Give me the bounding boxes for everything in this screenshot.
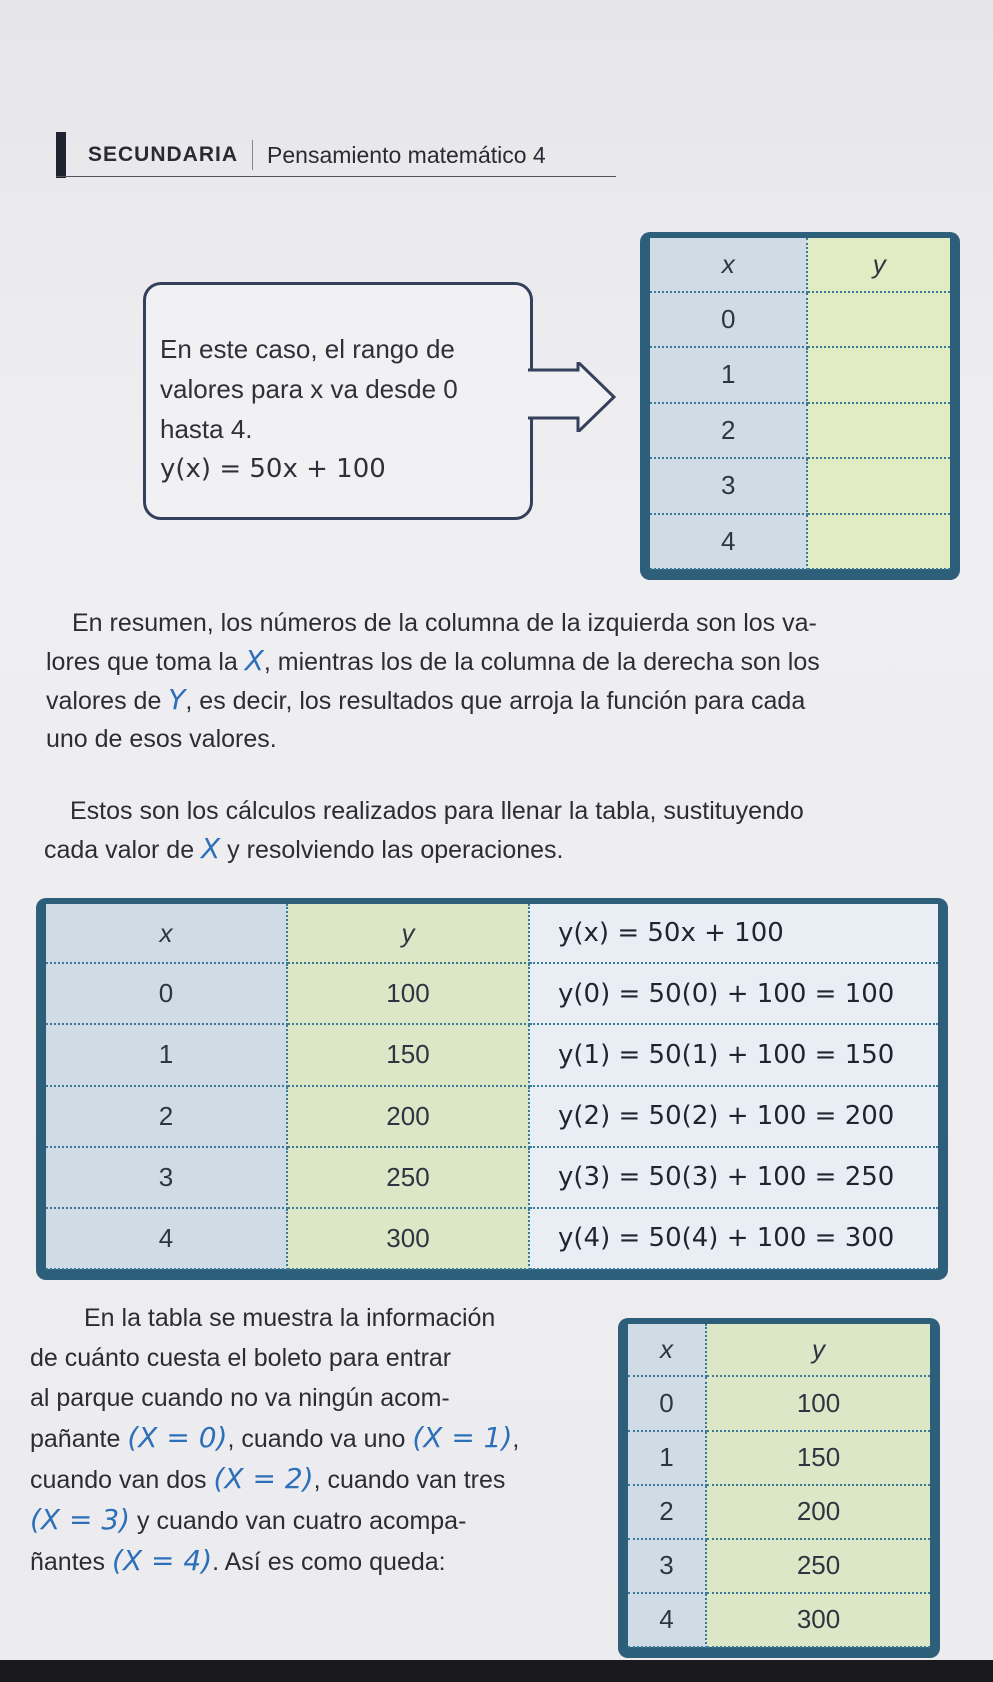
table-row [650,347,950,402]
table-row [650,292,950,347]
table-row [650,403,950,458]
text-run: lores que toma la [46,648,245,676]
table1-y-cell [807,458,950,513]
table2-calc-cell: y(3) = 50(3) + 100 = 250 [529,1147,938,1208]
paragraph-line: En la tabla se muestra la información [84,1304,496,1332]
text-run: . Así es como queda: [212,1548,446,1576]
table-row [46,1024,938,1085]
table2-x-cell: 0 [46,963,287,1024]
variable-x: X [201,832,221,865]
table3-y-cell: 300 [706,1593,930,1647]
variable-x-eq: (X = 4) [112,1544,213,1577]
table2-header-formula: y(x) = 50x + 100 [529,904,938,963]
table2-x-cell: 4 [46,1208,287,1269]
table1-x-cell: 3 [650,458,807,513]
callout-line-1: En este caso, el rango de [160,334,455,364]
header-section: SECUNDARIA [88,143,239,166]
paragraph-line: de cuánto cuesta el boleto para entrar [30,1344,452,1372]
paragraph-line [46,681,966,720]
paragraph-ticket-info [30,1298,610,1582]
table2-x-cell: 2 [46,1086,287,1147]
callout-formula: y(x) = 50x + 100 [160,454,386,484]
page-bottom-edge [0,1660,993,1682]
table3-x-cell: 4 [628,1593,706,1647]
table3-header-y: y [706,1324,930,1376]
paragraph-line [46,642,966,681]
table2-y-cell: 200 [287,1086,529,1147]
table2-x-cell: 1 [46,1024,287,1085]
variable-y: Y [168,683,186,716]
table3-y-cell: 100 [706,1376,930,1430]
table3-y-cell: 250 [706,1539,930,1593]
table3-header-x: x [628,1324,706,1376]
text-run: , cuando van tres [313,1466,506,1494]
table1-x-cell: 0 [650,292,807,347]
table2-header-y: y [287,904,529,963]
paragraph-line [30,1500,610,1541]
table1-y-cell [807,403,950,458]
table3-y-cell: 150 [706,1431,930,1485]
text-run: , mientras los de la columna de la derecha son los [263,648,820,676]
text-run: , es decir, los resultados que arroja la función para cada [185,687,806,715]
table-row [628,1593,930,1647]
table1-x-cell: 1 [650,347,807,402]
table-row [628,1376,930,1430]
table2-header-x: x [46,904,287,963]
text-run: cuando van dos [30,1466,214,1494]
text-run: y resolviendo las operaciones. [220,836,564,864]
table1-y-cell [807,347,950,402]
table-row [46,963,938,1024]
paragraph-line: uno de esos valores. [46,725,277,753]
table1-x-cell: 4 [650,514,807,569]
table2-calc-cell: y(4) = 50(4) + 100 = 300 [529,1208,938,1269]
text-run: ñantes [30,1548,113,1576]
text-run: cada valor de [44,836,202,864]
text-run: y cuando van cuatro acompa- [130,1507,467,1535]
table1-header-y: y [807,238,950,292]
paragraph-line [30,1459,610,1500]
text-run: , cuando va uno [227,1425,413,1453]
table2-y-cell: 300 [287,1208,529,1269]
table-row [628,1431,930,1485]
paragraph-line [44,830,964,869]
variable-x-eq: (X = 1) [412,1421,513,1454]
paragraph-line: Estos son los cálculos realizados para llenar la tabla, sustituyendo [70,797,804,825]
table-row [46,1208,938,1269]
variable-x-eq: (X = 3) [30,1503,131,1536]
table3-y-cell: 200 [706,1485,930,1539]
header-divider [252,140,253,170]
table-calculations [36,898,948,1280]
table3-x-cell: 1 [628,1431,706,1485]
paragraph-line: al parque cuando no va ningún acom- [30,1384,450,1412]
paragraph-line: En resumen, los números de la columna de la izquierda son los va- [72,609,817,637]
table-ticket-prices [618,1318,940,1658]
table2-calc-cell: y(2) = 50(2) + 100 = 200 [529,1086,938,1147]
header-accent-bar [56,132,66,178]
table-row [46,1086,938,1147]
table-row [628,1485,930,1539]
table2-calc-cell: y(1) = 50(1) + 100 = 150 [529,1024,938,1085]
callout-arrow-icon [528,362,618,432]
variable-x-eq: (X = 0) [127,1421,228,1454]
table3-x-cell: 0 [628,1376,706,1430]
table1-y-cell [807,514,950,569]
table2-x-cell: 3 [46,1147,287,1208]
table-row [650,514,950,569]
variable-x-eq: (X = 2) [213,1462,314,1495]
table2-calc-cell: y(0) = 50(0) + 100 = 100 [529,963,938,1024]
table2-y-cell: 150 [287,1024,529,1085]
paragraph-calculations [44,792,964,869]
text-run: , [512,1425,520,1453]
callout-box [143,282,533,520]
table-range-empty [640,232,960,580]
header-underline [56,176,616,177]
table1-x-cell: 2 [650,403,807,458]
table2-y-cell: 250 [287,1147,529,1208]
table-row [46,1147,938,1208]
paragraph-summary [46,604,966,758]
table2-y-cell: 100 [287,963,529,1024]
text-run: pañante [30,1425,128,1453]
variable-x: X [244,644,264,677]
header-title: Pensamiento matemático 4 [267,141,546,168]
text-run: valores de [46,687,169,715]
page-header [56,132,546,178]
table-row [650,458,950,513]
callout-line-2: valores para x va desde 0 [160,374,458,404]
table3-x-cell: 3 [628,1539,706,1593]
table1-y-cell [807,292,950,347]
table1-header-x: x [650,238,807,292]
callout-line-3: hasta 4. [160,414,253,444]
paragraph-line [30,1418,610,1459]
table3-x-cell: 2 [628,1485,706,1539]
table-row [628,1539,930,1593]
paragraph-line [30,1541,610,1582]
